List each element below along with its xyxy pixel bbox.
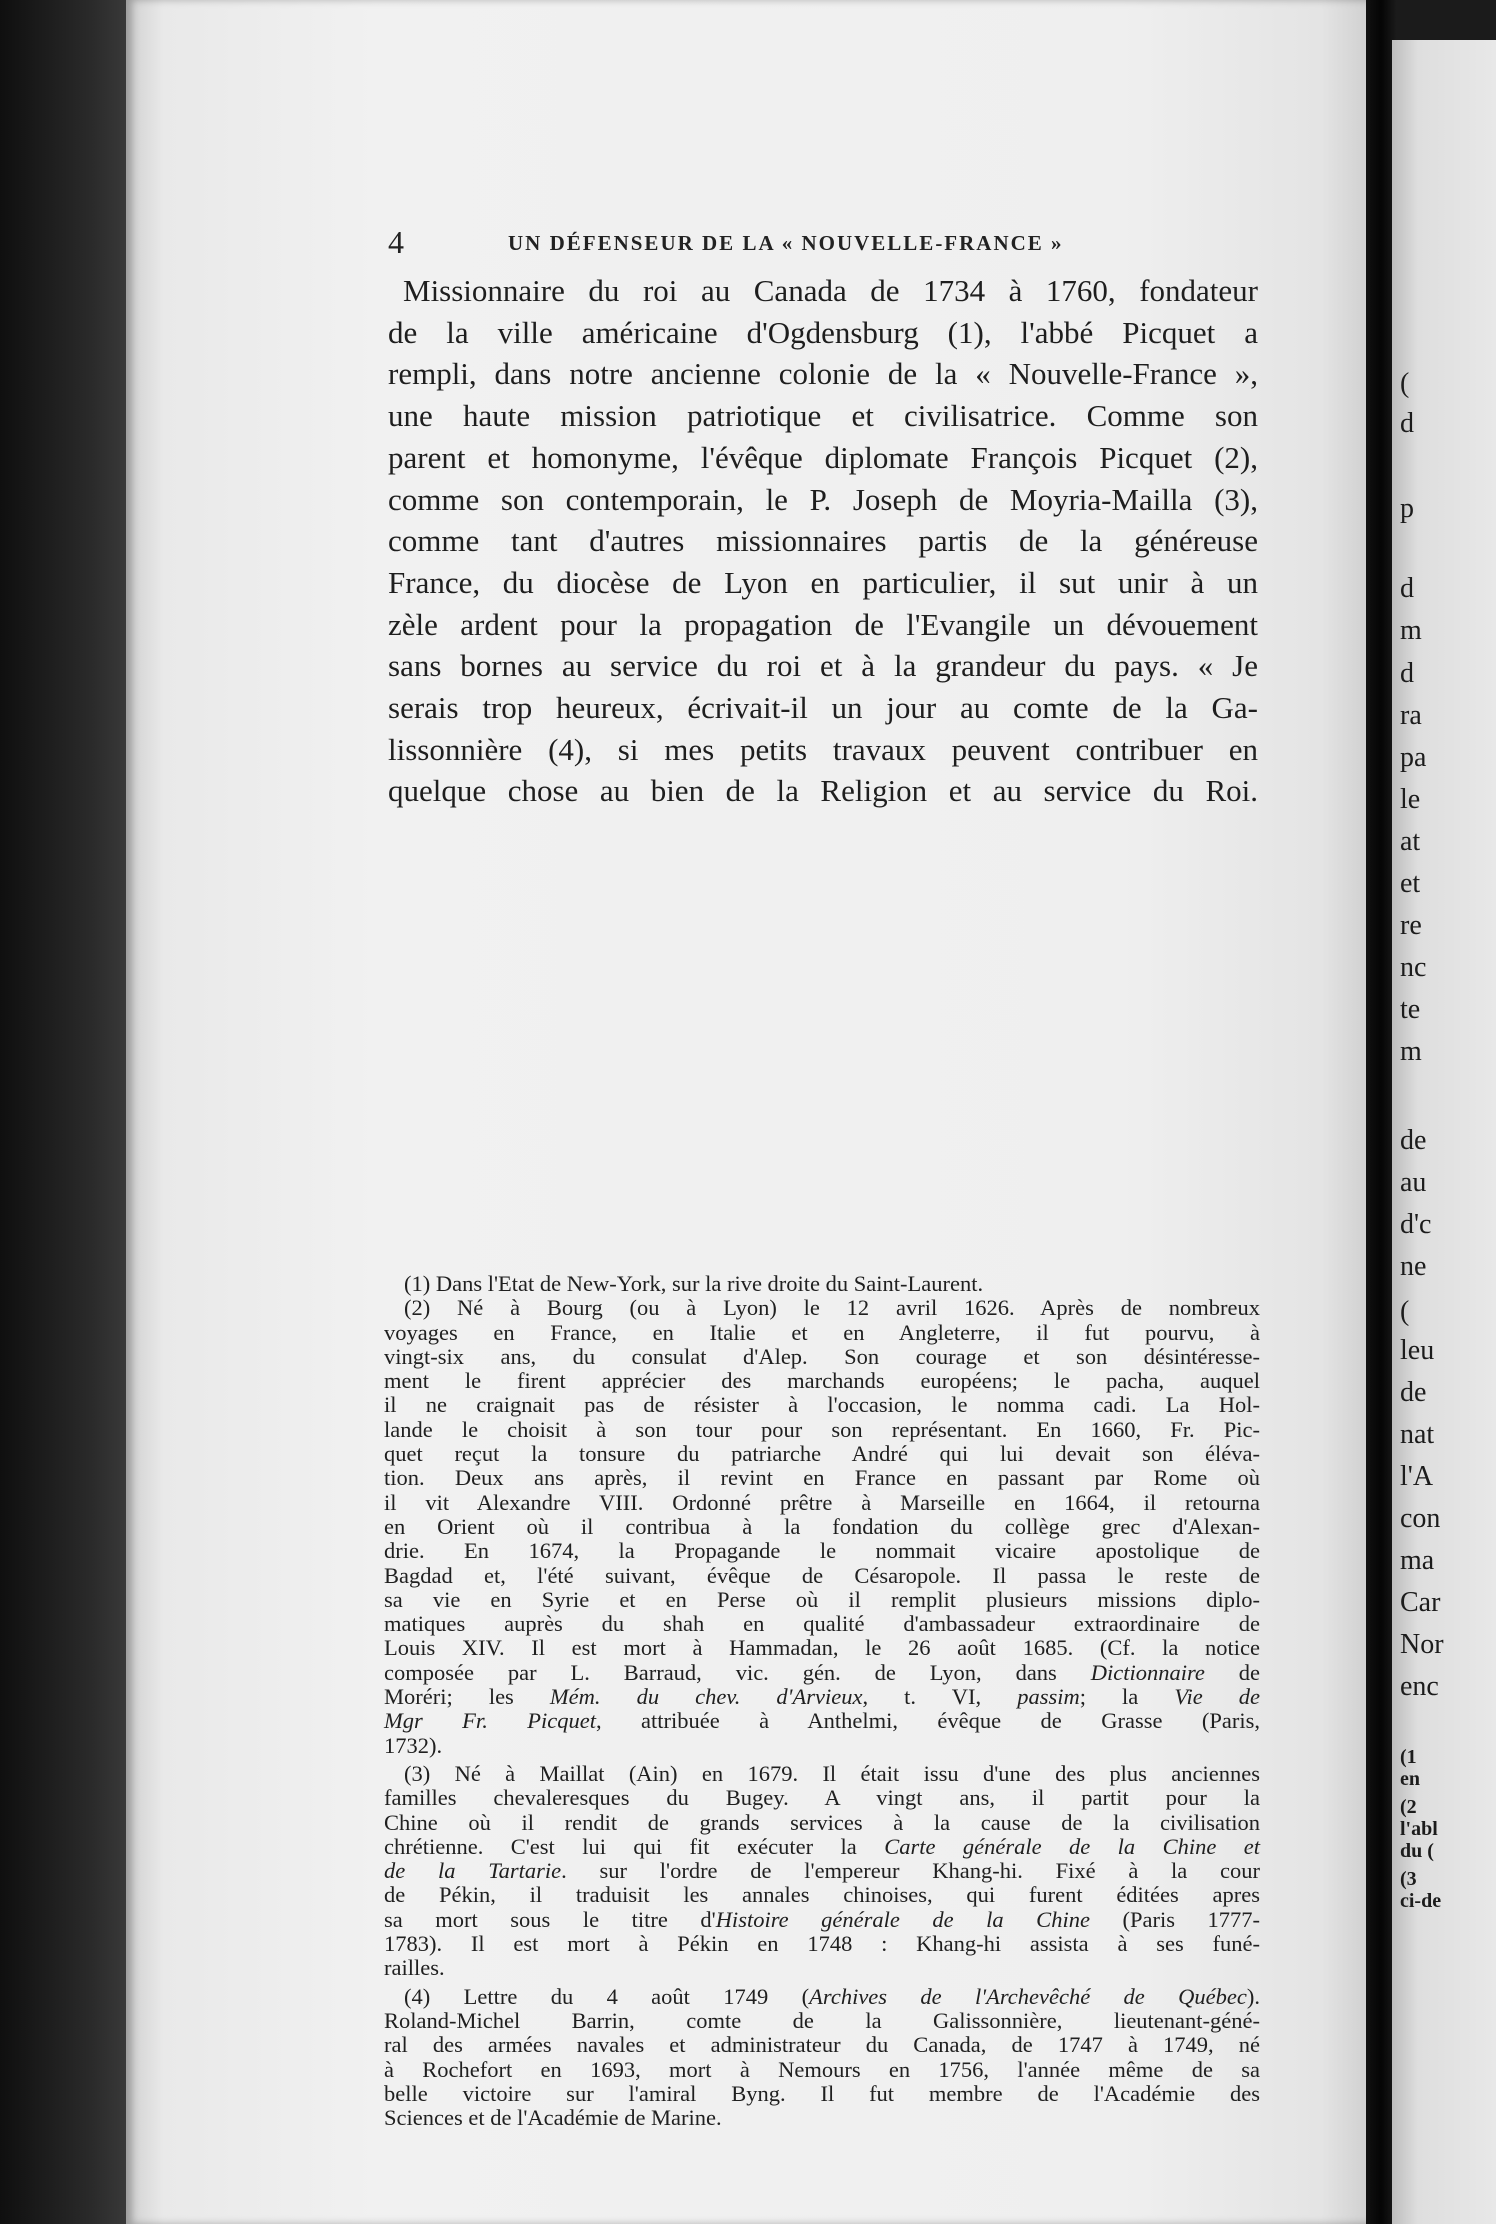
facing-page-fragment: re: [1400, 910, 1422, 941]
facing-page-fragment: d: [1400, 658, 1414, 689]
page-number: 4: [388, 224, 404, 260]
facing-page-fragment: et: [1400, 868, 1421, 899]
footnotes: [384, 1272, 1260, 2130]
footnote-line: Chine où il rendit de grands services à la cause de la civilisation: [384, 1809, 1260, 1835]
text-line: quelque chose au bien de la Religion et au service du Roi.: [388, 773, 1258, 809]
running-title: UN DÉFENSEUR DE LA « NOUVELLE-FRANCE »: [508, 231, 1064, 255]
footnote-italic: Mgr Fr. Picquet: [384, 1708, 596, 1734]
facing-page-fragment: te: [1400, 994, 1421, 1025]
facing-page-note-fragment: (1: [1400, 1746, 1417, 1768]
facing-page-note-fragment: (3: [1400, 1868, 1417, 1890]
facing-page-fragment: d: [1400, 408, 1414, 439]
footnote-italic: Dictionnaire: [1090, 1659, 1205, 1685]
footnote-text: (Paris 1777-: [1122, 1906, 1260, 1932]
footnote-text: ; la: [1079, 1684, 1139, 1710]
facing-page-fragment: au: [1400, 1167, 1427, 1198]
footnote-italic: Archives de l'Archevêché de Québec: [809, 1983, 1247, 2009]
footnote-text: Moréri; les: [384, 1684, 514, 1710]
facing-page-fragment: Car: [1400, 1587, 1441, 1618]
footnote-line: matiques auprès du shah en qualité d'ambassadeur extraordinaire de: [384, 1611, 1260, 1637]
footnote-italic: Carte générale de la Chine et: [884, 1833, 1260, 1859]
facing-page-fragment: nc: [1400, 952, 1427, 983]
text-line: zèle ardent pour la propagation de l'Evangile un dévouement: [388, 606, 1258, 642]
footnote-line: [384, 1985, 1260, 2009]
footnote-line: il vit Alexandre VIII. Ordonné prêtre à Marseille en 1664, il retourna: [384, 1489, 1260, 1515]
footnote-2: [384, 1296, 1260, 1758]
footnote-line: belle victoire sur l'amiral Byng. Il fut membre de l'Académie des: [384, 2080, 1260, 2106]
footnote-line: vingt-six ans, du consulat d'Alep. Son courage et son désintéresse-: [384, 1343, 1260, 1369]
facing-page-fragment: enc: [1400, 1671, 1439, 1702]
footnote-line: sa vie en Syrie et en Perse où il remplit plusieurs missions diplo-: [384, 1586, 1260, 1612]
main-paragraph: [388, 270, 1258, 812]
footnote-line: 1732).: [384, 1732, 443, 1758]
footnote-text: (4) Lettre du 4 août 1749 (: [404, 1983, 810, 2009]
facing-page-fragment: Nor: [1400, 1629, 1444, 1660]
facing-page-fragment: m: [1400, 615, 1422, 646]
facing-page-fragment: le: [1400, 784, 1421, 815]
footnote-line: [384, 1685, 1260, 1709]
footnote-text: ).: [1246, 1983, 1260, 2009]
footnote-line: quet reçut la tonsure du patriarche André qui lui devait son éléva-: [384, 1441, 1260, 1467]
footnote-italic: Mém. du chev. d'Arvieux: [549, 1684, 863, 1710]
footnote-4: [384, 1985, 1260, 2131]
facing-page-fragment: (: [1400, 1296, 1410, 1327]
footnote-text: composée par L. Barraud, vic. gén. de Lyon, dans: [384, 1659, 1057, 1685]
footnote-line: tion. Deux ans après, il revint en France en passant par Rome où: [384, 1465, 1260, 1491]
facing-page-fragment: at: [1400, 826, 1421, 857]
text-line: France, du diocèse de Lyon en particulier, il sut unir à un: [388, 564, 1258, 600]
footnote-line: Sciences et de l'Académie de Marine.: [384, 2105, 722, 2131]
text-line: comme son contemporain, le P. Joseph de Moyria-Mailla (3),: [388, 481, 1258, 517]
footnote-line: (1) Dans l'Etat de New-York, sur la rive droite du Saint-Laurent.: [404, 1271, 984, 1296]
facing-page-note-fragment: ci-de: [1400, 1890, 1442, 1912]
facing-page-fragment: m: [1400, 1036, 1422, 1067]
facing-page-fragment: ma: [1400, 1545, 1435, 1576]
facing-page-fragment: d: [1400, 573, 1414, 604]
facing-page-fragment: de: [1400, 1377, 1427, 1408]
footnote-italic: de la Tartarie: [384, 1858, 562, 1884]
facing-page-note-fragment: en: [1400, 1768, 1420, 1790]
footnote-text: , t. VI,: [862, 1684, 982, 1710]
footnote-line: ral des armées navales et administrateur du Canada, de 1747 à 1749, né: [384, 2032, 1260, 2058]
footnote-text: de: [1238, 1659, 1260, 1685]
text-line: comme tant d'autres missionnaires partis de la généreuse: [388, 523, 1258, 559]
text-line: une haute mission patriotique et civilisatrice. Comme son: [388, 398, 1258, 434]
footnote-line: à Rochefort en 1693, mort à Nemours en 1756, l'année même de sa: [384, 2056, 1260, 2082]
facing-page-fragment: p: [1400, 493, 1414, 524]
facing-page-fragment: de: [1400, 1125, 1427, 1156]
footnote-line: Roland-Michel Barrin, comte de la Galissonnière, lieutenant-géné-: [384, 2007, 1260, 2033]
running-head: [388, 222, 1268, 262]
footnote-line: (3) Né à Maillat (Ain) en 1679. Il était issu d'une des plus anciennes: [404, 1760, 1260, 1786]
footnote-text: , attribuée à Anthelmi, évêque de Grasse (Paris,: [595, 1708, 1260, 1734]
footnote-line: en Orient où il contribua à la fondation du collège grec d'Alexan-: [384, 1513, 1260, 1539]
facing-page-note-fragment: l'abl: [1400, 1818, 1438, 1840]
footnote-line: Louis XIV. Il est mort à Hammadan, le 26 août 1685. (Cf. la notice: [384, 1635, 1260, 1661]
footnote-line: 1783). Il est mort à Pékin en 1748 : Khang-hi assista à ses funé-: [384, 1931, 1260, 1957]
footnote-line: drie. En 1674, la Propagande le nommait vicaire apostolique de: [384, 1538, 1260, 1564]
footnote-line: de Pékin, il traduisit les annales chinoises, qui furent éditées apres: [384, 1882, 1260, 1908]
footnote-line: [384, 1661, 1260, 1685]
footnote-1: [384, 1272, 1260, 1296]
text-line: lissonnière (4), si mes petits travaux peuvent contribuer en: [388, 731, 1258, 767]
facing-page-fragment: l'A: [1400, 1461, 1434, 1492]
facing-page-fragment: pa: [1400, 742, 1427, 773]
facing-page-fragment: (: [1400, 368, 1410, 399]
text-line: parent et homonyme, l'évêque diplomate François Picquet (2),: [388, 439, 1258, 475]
footnote-italic: Vie de: [1174, 1684, 1261, 1710]
footnote-3: [384, 1762, 1260, 1981]
facing-page-note-fragment: du (: [1400, 1840, 1434, 1862]
footnote-text: sa mort sous le titre d': [384, 1906, 716, 1932]
footnote-italic: Histoire générale de la Chine: [715, 1906, 1090, 1932]
footnote-line: Bagdad et, l'été suivant, évêque de Césaropole. Il passa le reste de: [384, 1562, 1260, 1588]
footnote-text: . sur l'ordre de l'empereur Khang-hi. Fixé à la cour: [561, 1858, 1261, 1884]
footnote-line: lande le choisit à son tour pour son représentant. En 1660, Fr. Pic-: [384, 1416, 1260, 1442]
footnote-line: [384, 1835, 1260, 1859]
footnote-line: [384, 1908, 1260, 1932]
footnote-line: ment le firent apprécier des marchands européens; le pacha, auquel: [384, 1368, 1260, 1394]
facing-page-edge: [1392, 40, 1496, 2224]
facing-page-fragment: d'c: [1400, 1209, 1432, 1240]
footnote-line: voyages en France, en Italie et en Angleterre, il fut pourvu, à: [384, 1319, 1260, 1345]
footnote-line: (2) Né à Bourg (ou à Lyon) le 12 avril 1626. Après de nombreux: [404, 1295, 1260, 1321]
facing-page-fragment: con: [1400, 1503, 1441, 1534]
footnote-line: railles.: [384, 1955, 445, 1981]
scan-left-edge: [0, 0, 130, 2224]
footnote-italic: passim: [1017, 1684, 1080, 1710]
footnote-line: [384, 1859, 1260, 1883]
facing-page-note-fragment: (2: [1400, 1796, 1417, 1818]
footnote-line: familles chevaleresques du Bugey. A vingt ans, il partit pour la: [384, 1785, 1260, 1811]
facing-page-fragment: ra: [1400, 700, 1422, 731]
text-line: rempli, dans notre ancienne colonie de la « Nouvelle-France »,: [388, 356, 1258, 392]
facing-page-fragment: ne: [1400, 1251, 1427, 1282]
footnote-line: il ne craignait pas de résister à l'occasion, le nomma cadi. La Hol-: [384, 1392, 1260, 1418]
text-line: de la ville américaine d'Ogdensburg (1), l'abbé Picquet a: [388, 314, 1258, 350]
footnote-line: [384, 1709, 1260, 1733]
text-line: Missionnaire du roi au Canada de 1734 à 1760, fondateur: [403, 273, 1258, 308]
text-line: serais trop heureux, écrivait-il un jour au comte de la Ga-: [388, 690, 1258, 726]
text-line: sans bornes au service du roi et à la grandeur du pays. « Je: [388, 648, 1258, 684]
facing-page-fragment: nat: [1400, 1419, 1435, 1450]
facing-page-fragment: leu: [1400, 1335, 1435, 1366]
footnote-text: chrétienne. C'est lui qui fit exécuter la: [384, 1833, 857, 1859]
